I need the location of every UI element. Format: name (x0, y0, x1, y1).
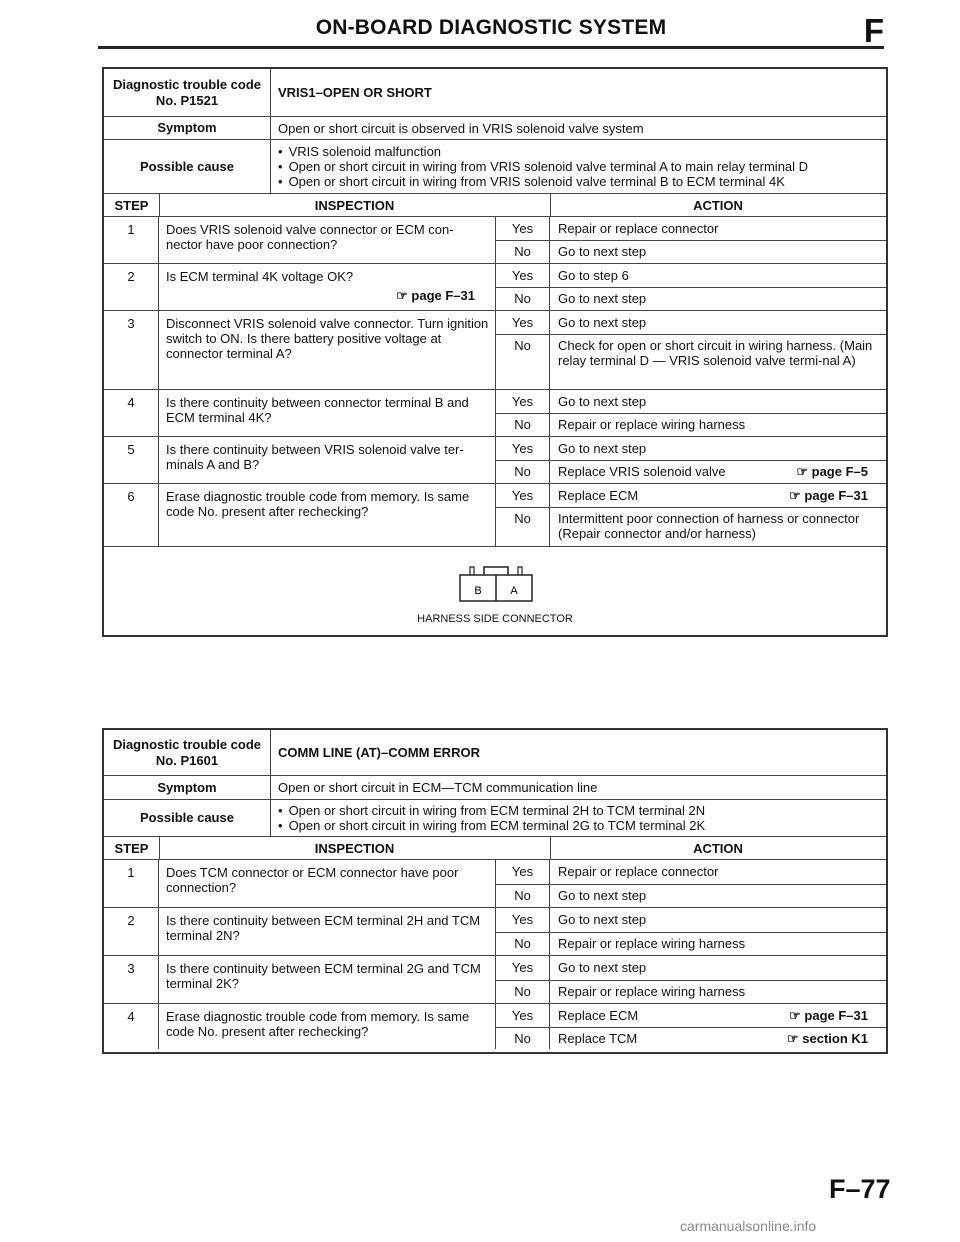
section-letter: F (863, 12, 884, 49)
yes-action (550, 1004, 886, 1027)
step-row (104, 956, 886, 1004)
yes-branch (496, 264, 886, 288)
step-number: 4 (104, 390, 159, 436)
step-number: 5 (104, 437, 159, 483)
col-inspection: INSPECTION (159, 194, 551, 216)
no-action (550, 460, 886, 483)
section-reference: ☞ section K1 (786, 1031, 868, 1046)
no-label: No (496, 287, 550, 310)
possible-cause-row (104, 140, 886, 194)
step-row (104, 860, 886, 908)
yes-action: Go to next step (558, 394, 647, 409)
no-label: No (496, 240, 550, 263)
page-reference: ☞ page F–31 (789, 1008, 868, 1023)
symptom-row (104, 117, 886, 140)
yes-branch (496, 484, 886, 508)
no-action: Go to next step (558, 244, 647, 259)
cause-list (278, 803, 705, 833)
step-number: 2 (104, 264, 159, 310)
yes-branch (496, 437, 886, 461)
col-inspection: INSPECTION (159, 837, 551, 859)
cause-item: • VRIS solenoid malfunction (278, 144, 808, 159)
connector-diagram (104, 547, 886, 635)
no-label: No (496, 1027, 550, 1049)
no-branch (496, 507, 886, 546)
dtc-code-title: VRIS1–OPEN OR SHORT (278, 85, 432, 100)
no-action: Go to next step (558, 888, 647, 903)
step-number: 6 (104, 484, 159, 546)
step-row (104, 437, 886, 484)
dtc-code-label: Diagnostic trouble code No. P1521 (104, 69, 271, 116)
no-action: Check for open or short circuit in wiring harness. (Main relay terminal D — VRIS solenoid valve termi-nal A) (558, 338, 873, 368)
cause-item: • Open or short circuit in wiring from VRIS solenoid valve terminal B to ECM terminal 4K (278, 174, 808, 189)
page-reference: ☞ page F–31 (789, 488, 868, 503)
yes-action-text: Replace ECM (558, 488, 639, 503)
yes-label: Yes (496, 956, 550, 980)
yes-label: Yes (496, 908, 550, 932)
yes-action: Repair or replace connector (558, 221, 719, 236)
page-reference: ☞ page F–31 (396, 288, 475, 303)
step-row (104, 217, 886, 264)
dtc-code-label: Diagnostic trouble code No. P1601 (104, 730, 271, 775)
yes-branch (496, 956, 886, 981)
yes-branch (496, 860, 886, 885)
column-headers (104, 837, 886, 860)
no-label: No (496, 413, 550, 436)
dtc-table-p1521 (102, 67, 888, 637)
step-inspection: Erase diagnostic trouble code from memory. Is same code No. present after rechecking? (159, 484, 496, 546)
step-inspection: Is there continuity between connector terminal B and ECM terminal 4K? (159, 390, 496, 436)
yes-label: Yes (496, 390, 550, 413)
step-row (104, 1004, 886, 1049)
cause-item: • Open or short circuit in wiring from ECM terminal 2G to TCM terminal 2K (278, 818, 705, 833)
yes-action-text: Replace ECM (558, 1008, 639, 1023)
step-number: 1 (104, 217, 159, 263)
step-number: 1 (104, 860, 159, 907)
no-branch (496, 287, 886, 310)
yes-label: Yes (496, 1004, 550, 1027)
col-action: ACTION (693, 197, 743, 213)
possible-cause-row (104, 800, 886, 837)
cause-item: • Open or short circuit in wiring from VRIS solenoid valve terminal A to main relay terminal D (278, 159, 808, 174)
step-inspection: Is there continuity between VRIS solenoid valve ter-minals A and B? (159, 437, 496, 483)
no-label: No (496, 334, 550, 389)
no-label: No (496, 980, 550, 1003)
header-rule (98, 46, 884, 49)
yes-branch (496, 1004, 886, 1028)
step-number: 2 (104, 908, 159, 955)
pin-a-label: A (510, 585, 518, 597)
yes-action: Repair or replace connector (558, 864, 719, 879)
col-step: STEP (104, 837, 160, 859)
no-label: No (496, 932, 550, 955)
page-title: ON-BOARD DIAGNOSTIC SYSTEM (315, 16, 667, 39)
yes-action (550, 484, 886, 507)
yes-branch (496, 908, 886, 933)
symptom-text: Open or short circuit in ECM—TCM communication line (278, 780, 598, 795)
yes-label: Yes (496, 484, 550, 507)
cause-item: • Open or short circuit in wiring from ECM terminal 2H to TCM terminal 2N (278, 803, 705, 818)
step-inspection (159, 264, 496, 310)
no-action-text: Replace TCM (558, 1031, 638, 1046)
no-branch (496, 413, 886, 436)
no-label: No (496, 507, 550, 546)
step-row (104, 908, 886, 956)
page-reference: ☞ page F–5 (796, 464, 868, 479)
yes-branch (496, 217, 886, 241)
no-branch (496, 1027, 886, 1049)
col-action: ACTION (693, 840, 743, 856)
page-number: F–77 (829, 1174, 891, 1204)
symptom-label: Symptom (104, 117, 271, 139)
yes-action: Go to next step (558, 315, 647, 330)
dtc-code-row (104, 730, 886, 776)
possible-cause-label: Possible cause (104, 800, 271, 836)
no-action: Go to next step (558, 291, 647, 306)
no-branch (496, 932, 886, 955)
no-branch (496, 334, 886, 389)
step-number: 4 (104, 1004, 159, 1049)
cause-list (278, 144, 808, 189)
yes-label: Yes (496, 437, 550, 460)
column-headers (104, 194, 886, 217)
step-row (104, 311, 886, 390)
no-label: No (496, 460, 550, 483)
step-number: 3 (104, 956, 159, 1003)
watermark-footer: carmanualsonline.info (680, 1218, 817, 1234)
no-branch (496, 884, 886, 907)
possible-cause-label: Possible cause (104, 140, 271, 193)
yes-label: Yes (496, 264, 550, 287)
step-row (104, 390, 886, 437)
yes-action: Go to step 6 (558, 268, 629, 283)
no-label: No (496, 884, 550, 907)
inspection-text: Is ECM terminal 4K voltage OK? (166, 269, 354, 284)
no-branch (496, 240, 886, 263)
dtc-code-title: COMM LINE (AT)–COMM ERROR (278, 745, 480, 760)
step-inspection: Is there continuity between ECM terminal 2H and TCM terminal 2N? (159, 908, 496, 955)
step-inspection: Disconnect VRIS solenoid valve connector. Turn ignition switch to ON. Is there battery positive voltage at connector terminal A? (159, 311, 496, 389)
yes-action: Go to next step (558, 441, 647, 456)
yes-label: Yes (496, 217, 550, 240)
no-action: Repair or replace wiring harness (558, 936, 746, 951)
step-inspection: Erase diagnostic trouble code from memory. Is same code No. present after rechecking? (159, 1004, 496, 1049)
yes-branch (496, 311, 886, 335)
no-action-text: Replace VRIS solenoid valve (558, 464, 726, 479)
step-number: 3 (104, 311, 159, 389)
no-action: Repair or replace wiring harness (558, 417, 746, 432)
harness-connector-icon (454, 559, 544, 609)
step-inspection: Is there continuity between ECM terminal 2G and TCM terminal 2K? (159, 956, 496, 1003)
dtc-table-p1601 (102, 728, 888, 1054)
yes-action: Go to next step (558, 960, 647, 975)
yes-action: Go to next step (558, 912, 647, 927)
step-inspection: Does VRIS solenoid valve connector or ECM con-nector have poor connection? (159, 217, 496, 263)
col-step: STEP (104, 194, 160, 216)
dtc-code-row (104, 69, 886, 117)
step-row (104, 484, 886, 547)
pin-b-label: B (474, 585, 482, 597)
no-branch (496, 460, 886, 483)
symptom-row (104, 776, 886, 800)
step-row (104, 264, 886, 311)
no-action (550, 1027, 886, 1049)
no-branch (496, 980, 886, 1003)
step-inspection: Does TCM connector or ECM connector have poor connection? (159, 860, 496, 907)
no-action: Intermittent poor connection of harness or connector (Repair connector and/or harness) (558, 511, 860, 541)
symptom-text: Open or short circuit is observed in VRIS solenoid valve system (278, 120, 644, 136)
yes-label: Yes (496, 860, 550, 884)
yes-label: Yes (496, 311, 550, 334)
page-header (98, 12, 884, 48)
symptom-label: Symptom (104, 776, 271, 799)
yes-branch (496, 390, 886, 414)
no-action: Repair or replace wiring harness (558, 984, 746, 999)
connector-caption: HARNESS SIDE CONNECTOR (417, 613, 573, 625)
